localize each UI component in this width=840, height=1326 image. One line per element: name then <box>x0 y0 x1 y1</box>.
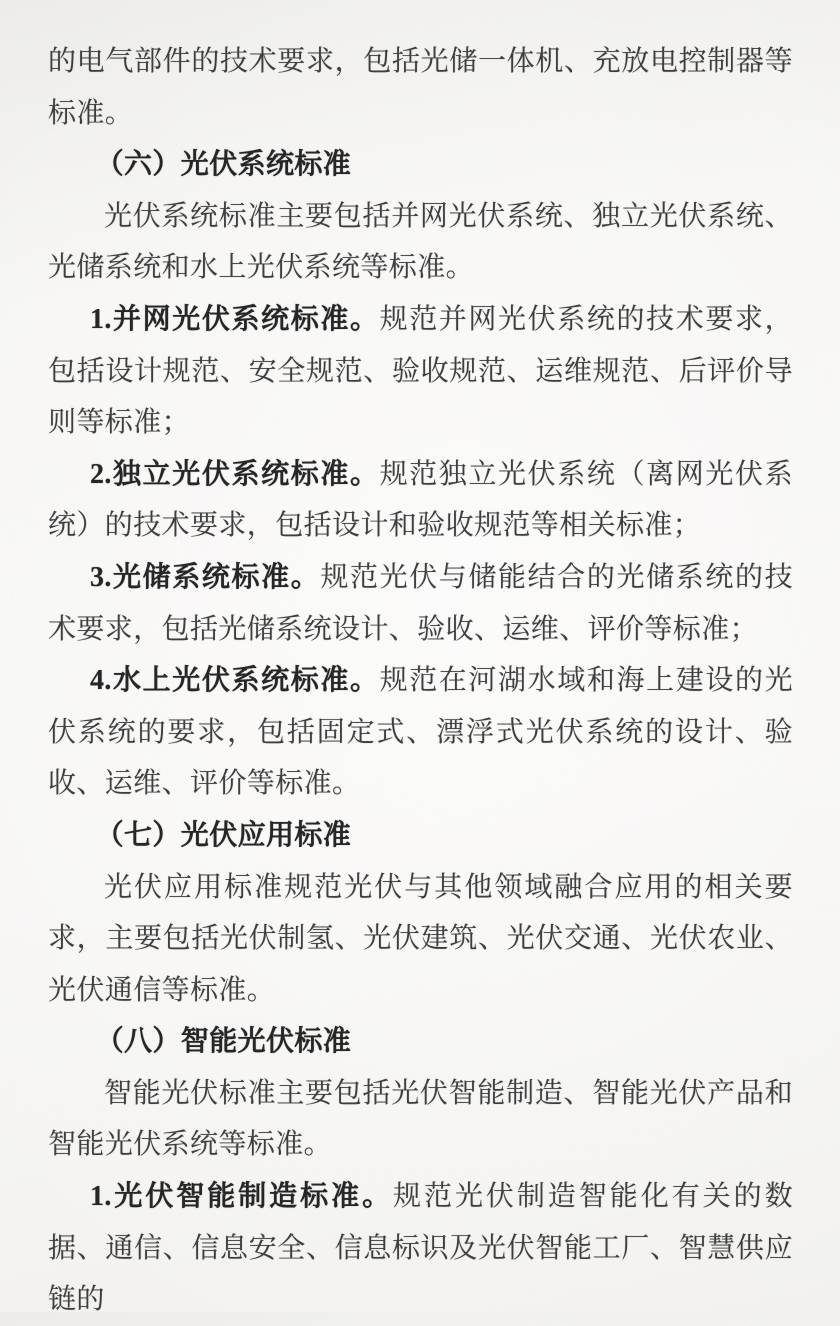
paragraph-text: 光伏应用标准规范光伏与其他领域融合应用的相关要求，主要包括光伏制氢、光伏建筑、光伏交通、光伏农业、光伏通信等标准。 <box>48 871 793 1006</box>
paragraph-bold-label: 2.独立光伏系统标准。 <box>90 458 380 490</box>
document-paragraph <box>48 36 793 139</box>
paragraph-bold-label: （七）光伏应用标准 <box>95 819 352 851</box>
paragraph-text: 规范独立光伏系统（离网光伏系统）的技术要求，包括设计和验收规范等相关标准； <box>48 458 793 542</box>
paragraph-text: 规范在河湖水域和海上建设的光伏系统的要求，包括固定式、漂浮式光伏系统的设计、验收、运维、评价等标准。 <box>48 665 793 800</box>
paragraph-bold-label: （八）智能光伏标准 <box>95 1026 352 1058</box>
document-paragraph <box>48 552 793 655</box>
paragraph-text: 规范光伏与储能结合的光储系统的技术要求，包括光储系统设计、验收、运维、评价等标准； <box>48 561 793 645</box>
paragraph-bold-label: 3.光储系统标准。 <box>90 561 321 593</box>
section-heading <box>48 810 793 862</box>
paragraph-text: 规范光伏制造智能化有关的数据、通信、信息安全、信息标识及光伏智能工厂、智慧供应链的 <box>48 1181 794 1316</box>
paragraph-text: 的电气部件的技术要求，包括光储一体机、充放电控制器等标准。 <box>48 46 793 129</box>
section-heading <box>48 139 793 191</box>
document-paragraph <box>48 191 793 294</box>
document-paragraph <box>48 1171 793 1326</box>
document-paragraph <box>48 1068 793 1171</box>
paragraph-bold-label: 4.水上光伏系统标准。 <box>90 665 380 697</box>
paragraph-bold-label: （六）光伏系统标准 <box>95 149 352 181</box>
document-paragraph <box>48 862 793 1017</box>
document-paragraph <box>48 449 793 552</box>
section-heading <box>48 1016 793 1068</box>
paragraph-text: 光伏系统标准主要包括并网光伏系统、独立光伏系统、光储系统和水上光伏系统等标准。 <box>48 200 793 284</box>
paragraph-text: 智能光伏标准主要包括光伏智能制造、智能光伏产品和智能光伏系统等标准。 <box>48 1077 793 1161</box>
paragraph-bold-label: 1.并网光伏系统标准。 <box>90 303 380 335</box>
document-paragraph <box>48 294 793 449</box>
paragraph-text: 规范并网光伏系统的技术要求，包括设计规范、安全规范、验收规范、运维规范、后评价导则等标准； <box>48 303 793 439</box>
document-paragraph <box>48 655 793 810</box>
paragraph-bold-label: 1.光伏智能制造标准。 <box>90 1181 394 1213</box>
